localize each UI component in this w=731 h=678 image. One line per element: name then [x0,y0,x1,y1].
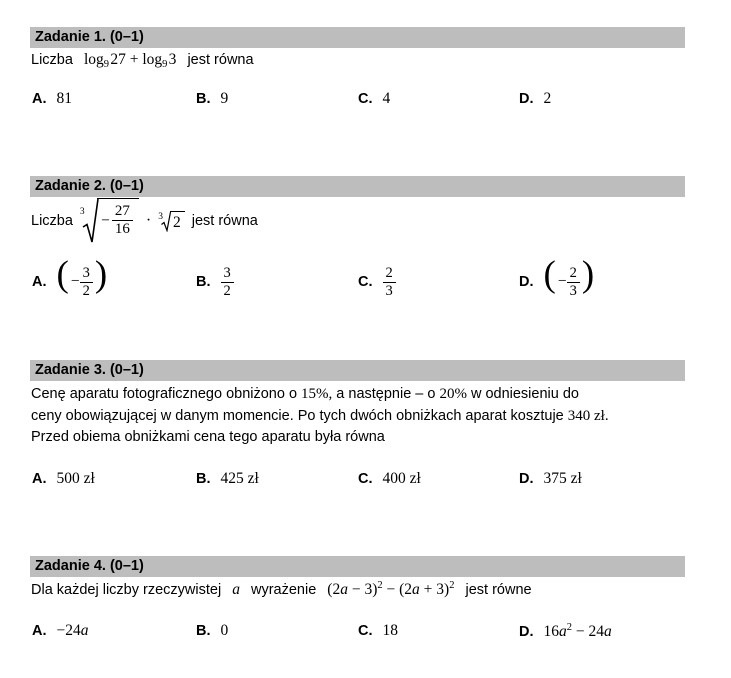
question-intro: Dla każdej liczby rzeczywistej [31,582,222,598]
multiplication-dot: · [145,212,152,229]
answer-option-a: A. 500 zł [32,470,95,487]
log-expression: log9 27 + log9 3 [83,51,177,70]
answer-option-d: D. ( − $\frac{2}{3}$ ) [519,253,595,299]
task-4-answers [30,622,685,642]
fraction-27-16: $\frac{27}{16}$ [112,203,133,238]
task-4-section [30,556,685,640]
task-3-answers [30,470,685,490]
answer-option-b: B. 425 zł [196,470,259,487]
question-line-3: Przed obiema obniżkami cena tego aparatu była równa [31,429,385,445]
question-line-2: ceny obowiązującej w danym momencie. Po tych dwóch obniżkach aparat kosztuje 340 zł. [31,407,609,424]
task-1-section [30,27,685,107]
question-mid: wyrażenie [250,582,317,598]
task-3-header: Zadanie 3. (0–1) [30,360,685,381]
task-4-header: Zadanie 4. (0–1) [30,556,685,577]
answer-option-d: D. 2 [519,90,552,107]
answer-option-d: D. 375 zł [519,470,582,487]
answer-option-a: A. −24a [32,622,89,639]
question-outro: jest równa [191,213,258,229]
answer-option-c: C. $\frac{2}{3}$ [358,261,396,303]
variable-a: a [232,581,240,598]
question-intro: Liczba [31,213,73,229]
question-outro: jest równa [187,52,254,68]
cube-root-expression: 3 − $\frac{27}{16}$ [80,198,139,244]
task-2-header: Zadanie 2. (0–1) [30,176,685,197]
answer-option-c: C. 18 [358,622,398,639]
radical-sign-icon [82,198,99,244]
answer-option-a: A. ( − $\frac{3}{2}$ ) [32,253,108,299]
task-4-question [31,580,532,599]
answer-option-b: B. 9 [196,90,229,107]
question-line-1: Cenę aparatu fotograficznego obniżono o 15%, a następnie – o 20% w odniesieniu do [31,386,579,402]
task-3-section [30,360,685,487]
square-expression: $(2a - 3)^2 - (2a + 3)^2$ [327,580,455,598]
task-3-question [31,384,691,449]
question-intro: Liczba [31,52,73,68]
task-1-header: Zadanie 1. (0–1) [30,27,685,48]
task-2-section [30,176,685,299]
task-1-question [31,51,254,70]
answer-option-d: D. $16a^2 - 24a$ [519,622,612,640]
answer-option-b: B. $\frac{3}{2}$ [196,261,234,303]
task-2-question [31,198,258,244]
task-2-answers [30,253,685,303]
answer-option-a: A. 81 [32,90,72,107]
answer-option-c: C. 4 [358,90,391,107]
question-outro: jest równe [465,582,532,598]
task-1-answers [30,90,685,110]
answer-option-b: B. 0 [196,622,229,639]
answer-option-c: C. 400 zł [358,470,421,487]
cube-root-of-2: 3 2 [158,211,185,232]
